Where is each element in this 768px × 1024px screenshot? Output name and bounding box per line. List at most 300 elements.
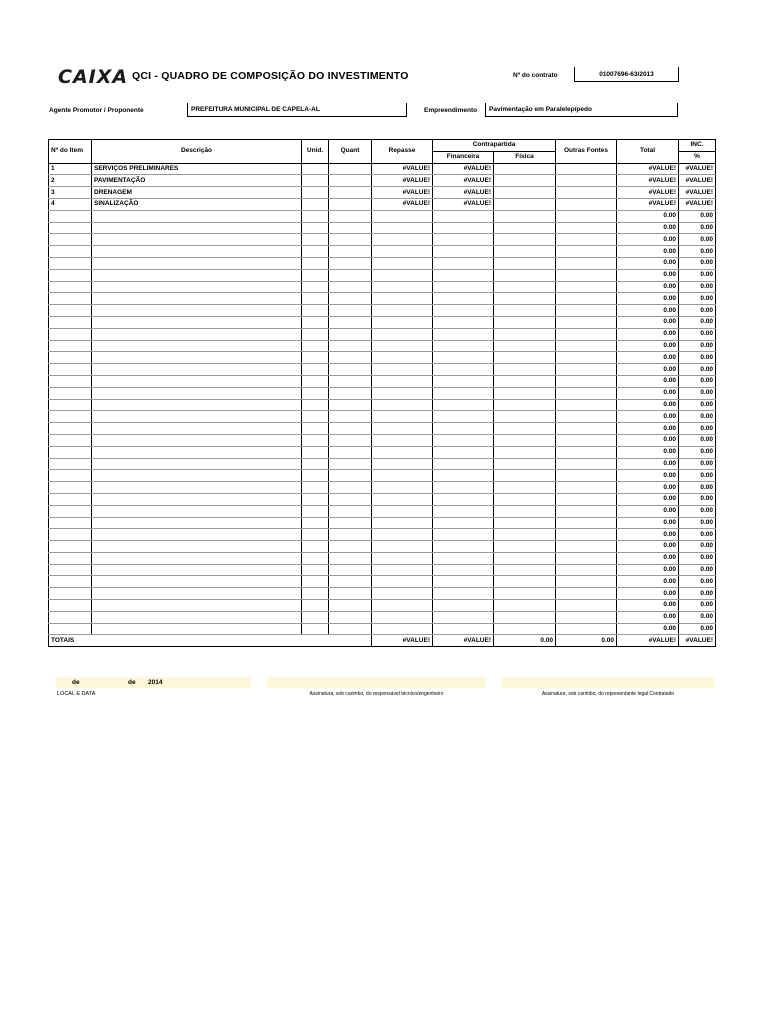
item-unid[interactable] bbox=[302, 611, 329, 623]
item-outras[interactable] bbox=[556, 175, 617, 187]
item-description[interactable] bbox=[92, 411, 302, 423]
item-description[interactable]: PAVIMENTAÇÃO bbox=[92, 175, 302, 187]
item-quant[interactable] bbox=[329, 446, 372, 458]
item-outras[interactable] bbox=[556, 198, 617, 210]
item-repasse[interactable] bbox=[372, 269, 433, 281]
item-financeira[interactable] bbox=[433, 387, 494, 399]
item-outras[interactable] bbox=[556, 222, 617, 234]
item-unid[interactable] bbox=[302, 423, 329, 435]
item-fisica[interactable] bbox=[494, 600, 556, 612]
item-financeira[interactable] bbox=[433, 328, 494, 340]
agent-field[interactable]: PREFEITURA MUNICIPAL DE CAPELA-AL bbox=[187, 103, 407, 117]
item-financeira[interactable] bbox=[433, 234, 494, 246]
item-number[interactable] bbox=[49, 387, 92, 399]
item-repasse[interactable] bbox=[372, 470, 433, 482]
item-description[interactable] bbox=[92, 458, 302, 470]
item-unid[interactable] bbox=[302, 328, 329, 340]
item-unid[interactable] bbox=[302, 257, 329, 269]
item-description[interactable] bbox=[92, 541, 302, 553]
item-outras[interactable] bbox=[556, 564, 617, 576]
item-outras[interactable] bbox=[556, 364, 617, 376]
item-quant[interactable] bbox=[329, 493, 372, 505]
item-quant[interactable] bbox=[329, 293, 372, 305]
item-outras[interactable] bbox=[556, 328, 617, 340]
item-repasse[interactable] bbox=[372, 281, 433, 293]
item-financeira[interactable] bbox=[433, 529, 494, 541]
item-quant[interactable] bbox=[329, 600, 372, 612]
item-quant[interactable] bbox=[329, 163, 372, 175]
item-unid[interactable] bbox=[302, 564, 329, 576]
item-outras[interactable] bbox=[556, 340, 617, 352]
item-outras[interactable] bbox=[556, 482, 617, 494]
item-number[interactable] bbox=[49, 423, 92, 435]
item-number[interactable] bbox=[49, 305, 92, 317]
item-financeira[interactable] bbox=[433, 600, 494, 612]
item-fisica[interactable] bbox=[494, 505, 556, 517]
item-quant[interactable] bbox=[329, 458, 372, 470]
item-description[interactable] bbox=[92, 552, 302, 564]
item-financeira[interactable]: #VALUE! bbox=[433, 198, 494, 210]
item-financeira[interactable] bbox=[433, 411, 494, 423]
item-unid[interactable] bbox=[302, 340, 329, 352]
item-financeira[interactable] bbox=[433, 423, 494, 435]
item-fisica[interactable] bbox=[494, 364, 556, 376]
item-description[interactable] bbox=[92, 387, 302, 399]
item-unid[interactable] bbox=[302, 541, 329, 553]
item-outras[interactable] bbox=[556, 458, 617, 470]
item-outras[interactable] bbox=[556, 399, 617, 411]
item-unid[interactable] bbox=[302, 411, 329, 423]
item-fisica[interactable] bbox=[494, 529, 556, 541]
item-financeira[interactable] bbox=[433, 493, 494, 505]
item-outras[interactable] bbox=[556, 352, 617, 364]
item-financeira[interactable] bbox=[433, 316, 494, 328]
item-number[interactable] bbox=[49, 269, 92, 281]
item-fisica[interactable] bbox=[494, 458, 556, 470]
item-fisica[interactable] bbox=[494, 234, 556, 246]
item-financeira[interactable]: #VALUE! bbox=[433, 187, 494, 199]
item-fisica[interactable] bbox=[494, 163, 556, 175]
item-number[interactable] bbox=[49, 352, 92, 364]
item-unid[interactable] bbox=[302, 588, 329, 600]
item-repasse[interactable] bbox=[372, 541, 433, 553]
item-repasse[interactable] bbox=[372, 257, 433, 269]
item-outras[interactable] bbox=[556, 576, 617, 588]
item-repasse[interactable]: #VALUE! bbox=[372, 175, 433, 187]
item-outras[interactable] bbox=[556, 434, 617, 446]
item-description[interactable] bbox=[92, 222, 302, 234]
item-fisica[interactable] bbox=[494, 175, 556, 187]
item-repasse[interactable] bbox=[372, 210, 433, 222]
item-number[interactable] bbox=[49, 588, 92, 600]
item-fisica[interactable] bbox=[494, 564, 556, 576]
item-description[interactable] bbox=[92, 482, 302, 494]
item-financeira[interactable] bbox=[433, 552, 494, 564]
item-quant[interactable] bbox=[329, 505, 372, 517]
item-fisica[interactable] bbox=[494, 493, 556, 505]
item-description[interactable] bbox=[92, 375, 302, 387]
item-description[interactable]: DRENAGEM bbox=[92, 187, 302, 199]
item-repasse[interactable] bbox=[372, 588, 433, 600]
item-quant[interactable] bbox=[329, 576, 372, 588]
item-quant[interactable] bbox=[329, 257, 372, 269]
item-quant[interactable] bbox=[329, 305, 372, 317]
item-description[interactable] bbox=[92, 517, 302, 529]
item-description[interactable] bbox=[92, 328, 302, 340]
item-number[interactable] bbox=[49, 458, 92, 470]
item-number[interactable] bbox=[49, 234, 92, 246]
item-number[interactable] bbox=[49, 375, 92, 387]
item-outras[interactable] bbox=[556, 187, 617, 199]
engineer-signature-field[interactable] bbox=[267, 677, 486, 688]
item-number[interactable] bbox=[49, 293, 92, 305]
item-financeira[interactable]: #VALUE! bbox=[433, 163, 494, 175]
item-fisica[interactable] bbox=[494, 470, 556, 482]
item-financeira[interactable] bbox=[433, 505, 494, 517]
item-quant[interactable] bbox=[329, 234, 372, 246]
item-repasse[interactable] bbox=[372, 517, 433, 529]
item-fisica[interactable] bbox=[494, 623, 556, 635]
item-unid[interactable] bbox=[302, 305, 329, 317]
item-fisica[interactable] bbox=[494, 210, 556, 222]
item-unid[interactable] bbox=[302, 482, 329, 494]
item-repasse[interactable] bbox=[372, 434, 433, 446]
item-fisica[interactable] bbox=[494, 328, 556, 340]
item-repasse[interactable]: #VALUE! bbox=[372, 198, 433, 210]
item-fisica[interactable] bbox=[494, 340, 556, 352]
item-unid[interactable] bbox=[302, 387, 329, 399]
item-repasse[interactable] bbox=[372, 482, 433, 494]
item-quant[interactable] bbox=[329, 281, 372, 293]
item-quant[interactable] bbox=[329, 328, 372, 340]
item-number[interactable] bbox=[49, 576, 92, 588]
item-description[interactable] bbox=[92, 234, 302, 246]
item-repasse[interactable] bbox=[372, 399, 433, 411]
item-quant[interactable] bbox=[329, 541, 372, 553]
item-quant[interactable] bbox=[329, 399, 372, 411]
item-fisica[interactable] bbox=[494, 293, 556, 305]
item-financeira[interactable] bbox=[433, 269, 494, 281]
item-repasse[interactable] bbox=[372, 305, 433, 317]
item-quant[interactable] bbox=[329, 387, 372, 399]
item-number[interactable] bbox=[49, 210, 92, 222]
empreendimento-field[interactable]: Pavimentação em Paralelepípedo bbox=[485, 103, 678, 117]
item-fisica[interactable] bbox=[494, 281, 556, 293]
item-unid[interactable] bbox=[302, 316, 329, 328]
item-unid[interactable] bbox=[302, 246, 329, 258]
item-description[interactable] bbox=[92, 305, 302, 317]
item-outras[interactable] bbox=[556, 600, 617, 612]
item-quant[interactable] bbox=[329, 198, 372, 210]
item-number[interactable] bbox=[49, 505, 92, 517]
item-number[interactable] bbox=[49, 434, 92, 446]
item-financeira[interactable] bbox=[433, 623, 494, 635]
item-repasse[interactable] bbox=[372, 234, 433, 246]
item-description[interactable] bbox=[92, 269, 302, 281]
item-outras[interactable] bbox=[556, 505, 617, 517]
item-quant[interactable] bbox=[329, 352, 372, 364]
item-unid[interactable] bbox=[302, 434, 329, 446]
item-number[interactable] bbox=[49, 446, 92, 458]
item-unid[interactable] bbox=[302, 552, 329, 564]
item-quant[interactable] bbox=[329, 364, 372, 376]
item-repasse[interactable] bbox=[372, 564, 433, 576]
item-outras[interactable] bbox=[556, 210, 617, 222]
item-outras[interactable] bbox=[556, 470, 617, 482]
item-description[interactable] bbox=[92, 493, 302, 505]
item-fisica[interactable] bbox=[494, 576, 556, 588]
item-description[interactable] bbox=[92, 316, 302, 328]
item-fisica[interactable] bbox=[494, 482, 556, 494]
item-number[interactable] bbox=[49, 316, 92, 328]
item-quant[interactable] bbox=[329, 316, 372, 328]
item-repasse[interactable] bbox=[372, 529, 433, 541]
item-outras[interactable] bbox=[556, 257, 617, 269]
item-quant[interactable] bbox=[329, 552, 372, 564]
item-quant[interactable] bbox=[329, 611, 372, 623]
item-description[interactable] bbox=[92, 340, 302, 352]
item-outras[interactable] bbox=[556, 423, 617, 435]
item-outras[interactable] bbox=[556, 552, 617, 564]
item-financeira[interactable] bbox=[433, 364, 494, 376]
item-fisica[interactable] bbox=[494, 269, 556, 281]
item-description[interactable] bbox=[92, 434, 302, 446]
item-fisica[interactable] bbox=[494, 305, 556, 317]
item-number[interactable] bbox=[49, 328, 92, 340]
item-outras[interactable] bbox=[556, 411, 617, 423]
item-number[interactable] bbox=[49, 399, 92, 411]
item-outras[interactable] bbox=[556, 588, 617, 600]
item-outras[interactable] bbox=[556, 541, 617, 553]
item-financeira[interactable] bbox=[433, 293, 494, 305]
item-number[interactable] bbox=[49, 340, 92, 352]
item-fisica[interactable] bbox=[494, 434, 556, 446]
item-description[interactable]: SINALIZAÇÃO bbox=[92, 198, 302, 210]
item-fisica[interactable] bbox=[494, 375, 556, 387]
item-financeira[interactable] bbox=[433, 446, 494, 458]
item-repasse[interactable] bbox=[372, 458, 433, 470]
item-financeira[interactable] bbox=[433, 257, 494, 269]
item-number[interactable] bbox=[49, 411, 92, 423]
item-description[interactable] bbox=[92, 529, 302, 541]
item-description[interactable] bbox=[92, 564, 302, 576]
item-financeira[interactable] bbox=[433, 470, 494, 482]
item-number[interactable] bbox=[49, 564, 92, 576]
item-repasse[interactable]: #VALUE! bbox=[372, 163, 433, 175]
item-quant[interactable] bbox=[329, 482, 372, 494]
item-financeira[interactable] bbox=[433, 222, 494, 234]
item-quant[interactable] bbox=[329, 564, 372, 576]
item-repasse[interactable] bbox=[372, 423, 433, 435]
item-outras[interactable] bbox=[556, 375, 617, 387]
item-financeira[interactable] bbox=[433, 305, 494, 317]
item-repasse[interactable] bbox=[372, 600, 433, 612]
item-description[interactable] bbox=[92, 399, 302, 411]
item-financeira[interactable] bbox=[433, 564, 494, 576]
item-quant[interactable] bbox=[329, 588, 372, 600]
item-description[interactable] bbox=[92, 364, 302, 376]
item-outras[interactable] bbox=[556, 529, 617, 541]
item-fisica[interactable] bbox=[494, 187, 556, 199]
item-quant[interactable] bbox=[329, 222, 372, 234]
item-fisica[interactable] bbox=[494, 588, 556, 600]
item-number[interactable] bbox=[49, 552, 92, 564]
item-repasse[interactable] bbox=[372, 446, 433, 458]
item-fisica[interactable] bbox=[494, 541, 556, 553]
item-repasse[interactable] bbox=[372, 328, 433, 340]
item-outras[interactable] bbox=[556, 387, 617, 399]
item-unid[interactable] bbox=[302, 175, 329, 187]
item-description[interactable] bbox=[92, 470, 302, 482]
item-quant[interactable] bbox=[329, 175, 372, 187]
item-description[interactable] bbox=[92, 611, 302, 623]
item-outras[interactable] bbox=[556, 163, 617, 175]
item-description[interactable] bbox=[92, 505, 302, 517]
item-financeira[interactable] bbox=[433, 482, 494, 494]
item-outras[interactable] bbox=[556, 517, 617, 529]
item-number[interactable] bbox=[49, 517, 92, 529]
item-unid[interactable] bbox=[302, 375, 329, 387]
item-description[interactable] bbox=[92, 257, 302, 269]
item-outras[interactable] bbox=[556, 269, 617, 281]
item-repasse[interactable] bbox=[372, 505, 433, 517]
item-description[interactable] bbox=[92, 423, 302, 435]
item-quant[interactable] bbox=[329, 340, 372, 352]
item-outras[interactable] bbox=[556, 305, 617, 317]
item-unid[interactable] bbox=[302, 517, 329, 529]
item-number[interactable]: 3 bbox=[49, 187, 92, 199]
item-number[interactable] bbox=[49, 623, 92, 635]
item-number[interactable] bbox=[49, 600, 92, 612]
item-outras[interactable] bbox=[556, 281, 617, 293]
item-repasse[interactable] bbox=[372, 340, 433, 352]
item-fisica[interactable] bbox=[494, 316, 556, 328]
item-financeira[interactable] bbox=[433, 434, 494, 446]
item-unid[interactable] bbox=[302, 198, 329, 210]
item-unid[interactable] bbox=[302, 364, 329, 376]
item-repasse[interactable] bbox=[372, 387, 433, 399]
item-unid[interactable] bbox=[302, 293, 329, 305]
item-unid[interactable] bbox=[302, 529, 329, 541]
item-financeira[interactable] bbox=[433, 375, 494, 387]
item-number[interactable] bbox=[49, 281, 92, 293]
item-number[interactable] bbox=[49, 541, 92, 553]
item-fisica[interactable] bbox=[494, 198, 556, 210]
item-repasse[interactable]: #VALUE! bbox=[372, 187, 433, 199]
item-repasse[interactable] bbox=[372, 352, 433, 364]
item-financeira[interactable] bbox=[433, 399, 494, 411]
item-financeira[interactable] bbox=[433, 588, 494, 600]
item-unid[interactable] bbox=[302, 470, 329, 482]
item-unid[interactable] bbox=[302, 210, 329, 222]
item-financeira[interactable] bbox=[433, 281, 494, 293]
item-unid[interactable] bbox=[302, 458, 329, 470]
item-unid[interactable] bbox=[302, 163, 329, 175]
item-financeira[interactable] bbox=[433, 352, 494, 364]
item-number[interactable] bbox=[49, 529, 92, 541]
item-unid[interactable] bbox=[302, 281, 329, 293]
item-unid[interactable] bbox=[302, 600, 329, 612]
item-unid[interactable] bbox=[302, 352, 329, 364]
item-financeira[interactable] bbox=[433, 246, 494, 258]
item-quant[interactable] bbox=[329, 246, 372, 258]
representative-signature-field[interactable] bbox=[502, 677, 714, 688]
item-outras[interactable] bbox=[556, 316, 617, 328]
item-quant[interactable] bbox=[329, 470, 372, 482]
item-outras[interactable] bbox=[556, 493, 617, 505]
item-financeira[interactable] bbox=[433, 210, 494, 222]
item-outras[interactable] bbox=[556, 623, 617, 635]
item-outras[interactable] bbox=[556, 246, 617, 258]
item-repasse[interactable] bbox=[372, 246, 433, 258]
item-unid[interactable] bbox=[302, 399, 329, 411]
item-repasse[interactable] bbox=[372, 316, 433, 328]
item-quant[interactable] bbox=[329, 375, 372, 387]
item-fisica[interactable] bbox=[494, 611, 556, 623]
item-repasse[interactable] bbox=[372, 222, 433, 234]
item-fisica[interactable] bbox=[494, 222, 556, 234]
item-unid[interactable] bbox=[302, 505, 329, 517]
item-number[interactable] bbox=[49, 222, 92, 234]
item-financeira[interactable]: #VALUE! bbox=[433, 175, 494, 187]
item-fisica[interactable] bbox=[494, 423, 556, 435]
item-description[interactable] bbox=[92, 576, 302, 588]
item-repasse[interactable] bbox=[372, 552, 433, 564]
item-financeira[interactable] bbox=[433, 576, 494, 588]
item-description[interactable] bbox=[92, 210, 302, 222]
item-financeira[interactable] bbox=[433, 611, 494, 623]
item-repasse[interactable] bbox=[372, 493, 433, 505]
item-quant[interactable] bbox=[329, 529, 372, 541]
item-number[interactable] bbox=[49, 611, 92, 623]
item-number[interactable]: 2 bbox=[49, 175, 92, 187]
contract-number-field[interactable]: 01007696-63/2013 bbox=[574, 67, 679, 82]
item-repasse[interactable] bbox=[372, 411, 433, 423]
item-number[interactable] bbox=[49, 364, 92, 376]
item-unid[interactable] bbox=[302, 493, 329, 505]
item-repasse[interactable] bbox=[372, 611, 433, 623]
item-quant[interactable] bbox=[329, 269, 372, 281]
item-description[interactable] bbox=[92, 600, 302, 612]
item-outras[interactable] bbox=[556, 446, 617, 458]
item-description[interactable]: SERVIÇOS PRELIMINARES bbox=[92, 163, 302, 175]
item-description[interactable] bbox=[92, 246, 302, 258]
item-financeira[interactable] bbox=[433, 340, 494, 352]
item-quant[interactable] bbox=[329, 423, 372, 435]
item-number[interactable]: 4 bbox=[49, 198, 92, 210]
item-outras[interactable] bbox=[556, 293, 617, 305]
item-financeira[interactable] bbox=[433, 541, 494, 553]
item-fisica[interactable] bbox=[494, 399, 556, 411]
item-fisica[interactable] bbox=[494, 411, 556, 423]
item-repasse[interactable] bbox=[372, 364, 433, 376]
item-outras[interactable] bbox=[556, 611, 617, 623]
item-quant[interactable] bbox=[329, 187, 372, 199]
item-outras[interactable] bbox=[556, 234, 617, 246]
item-quant[interactable] bbox=[329, 411, 372, 423]
item-unid[interactable] bbox=[302, 623, 329, 635]
item-number[interactable] bbox=[49, 470, 92, 482]
item-financeira[interactable] bbox=[433, 458, 494, 470]
item-description[interactable] bbox=[92, 352, 302, 364]
item-description[interactable] bbox=[92, 293, 302, 305]
item-number[interactable] bbox=[49, 246, 92, 258]
item-number[interactable]: 1 bbox=[49, 163, 92, 175]
item-number[interactable] bbox=[49, 482, 92, 494]
item-unid[interactable] bbox=[302, 234, 329, 246]
item-unid[interactable] bbox=[302, 576, 329, 588]
item-number[interactable] bbox=[49, 257, 92, 269]
